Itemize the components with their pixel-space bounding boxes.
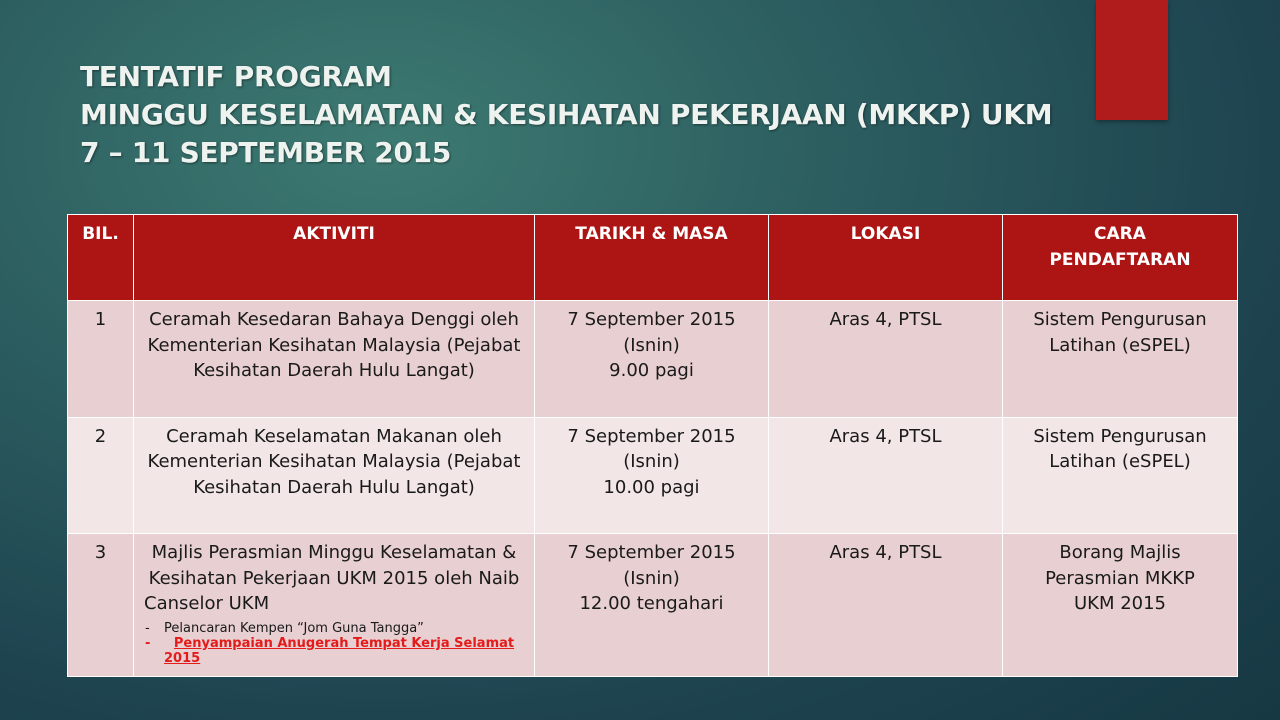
cell-lokasi: Aras 4, PTSL — [769, 534, 1003, 677]
sub-item-highlighted: - Penyampaian Anugerah Tempat Kerja Selamat 2015 — [144, 636, 524, 666]
tarikh-date: 7 September 2015 — [567, 309, 736, 330]
slide-title — [80, 58, 1080, 172]
title-line-2: MINGGU KESELAMATAN & KESIHATAN PEKERJAAN (MKKP) UKM — [80, 98, 1053, 131]
cell-cara-pendaftaran: Sistem Pengurusan Latihan (eSPEL) — [1003, 301, 1238, 418]
tarikh-day: (Isnin) — [623, 334, 680, 356]
cell-cara-pendaftaran: Sistem Pengurusan Latihan (eSPEL) — [1003, 417, 1238, 534]
red-accent-rectangle — [1096, 0, 1168, 120]
cell-lokasi: Aras 4, PTSL — [769, 301, 1003, 418]
cell-bil: 3 — [68, 534, 134, 677]
cell-aktiviti: Ceramah Keselamatan Makanan oleh Kementerian Kesihatan Malaysia (Pejabat Kesihatan Daerah Hulu Langat) — [134, 417, 535, 534]
tarikh-time: 9.00 pagi — [609, 360, 694, 381]
cell-aktiviti — [134, 534, 535, 677]
header-bil: BIL. — [68, 215, 134, 301]
title-line-1: TENTATIF PROGRAM — [80, 60, 392, 93]
table-row — [68, 534, 1238, 677]
aktiviti-text: Majlis Perasmian Minggu Keselamatan & Kesihatan Pekerjaan UKM 2015 oleh Naib Canselor UKM — [144, 542, 520, 615]
tarikh-date: 7 September 2015 — [567, 425, 736, 447]
tarikh-date: 7 September 2015 — [567, 542, 736, 564]
tarikh-time: 12.00 tengahari — [579, 593, 724, 615]
cell-bil: 1 — [68, 301, 134, 418]
header-lokasi: LOKASI — [769, 215, 1003, 301]
cell-aktiviti: Ceramah Kesedaran Bahaya Denggi oleh Kementerian Kesihatan Malaysia (Pejabat Kesihatan Daerah Hulu Langat) — [134, 301, 535, 418]
aktiviti-sub-list — [144, 621, 524, 666]
tarikh-day: (Isnin) — [623, 567, 680, 589]
header-aktiviti: AKTIVITI — [134, 215, 535, 301]
table-header-row — [68, 215, 1238, 301]
table-row — [68, 417, 1238, 534]
header-tarikh-masa: TARIKH & MASA — [535, 215, 769, 301]
sub-item: - Pelancaran Kempen “Jom Guna Tangga” — [144, 621, 524, 636]
schedule-table — [67, 214, 1238, 677]
title-line-3: 7 – 11 SEPTEMBER 2015 — [80, 136, 452, 169]
cell-tarikh-masa — [535, 417, 769, 534]
cell-cara-pendaftaran: Borang Majlis Perasmian MKKP UKM 2015 — [1003, 534, 1238, 677]
cell-bil: 2 — [68, 417, 134, 534]
cell-lokasi: Aras 4, PTSL — [769, 417, 1003, 534]
tarikh-time: 10.00 pagi — [603, 476, 700, 498]
cell-tarikh-masa — [535, 534, 769, 677]
header-cara-pendaftaran: CARA PENDAFTARAN — [1003, 215, 1238, 301]
tarikh-day: (Isnin) — [623, 451, 680, 473]
table-row — [68, 301, 1238, 418]
cell-tarikh-masa — [535, 301, 769, 418]
